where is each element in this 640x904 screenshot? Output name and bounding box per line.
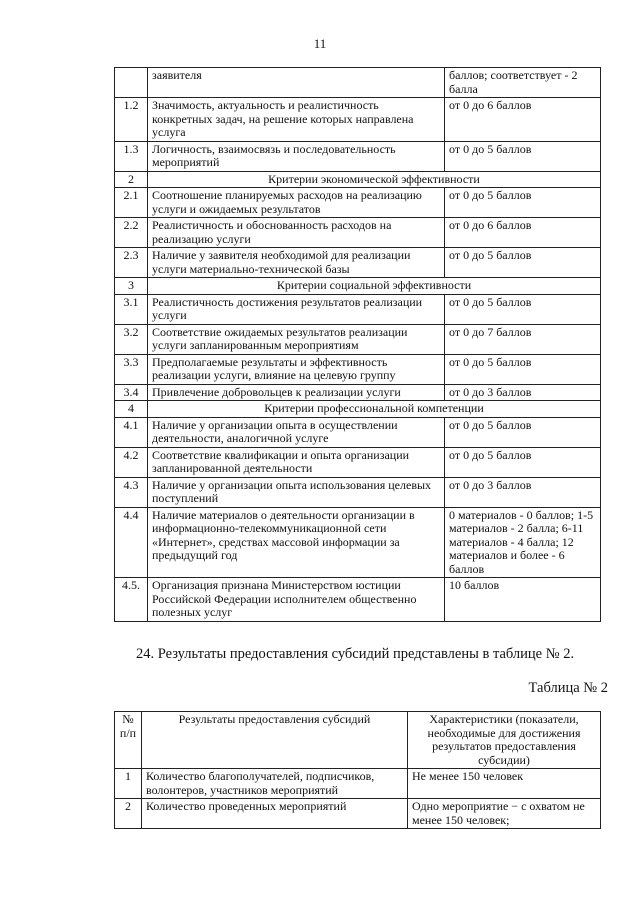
section-number: 4 bbox=[115, 401, 148, 418]
result-characteristics: Одно мероприятие − с охватом не менее 150 человек; bbox=[408, 799, 601, 829]
criterion-text: Предполагаемые результаты и эффективность реализации услуги, влияние на целевую группу bbox=[148, 354, 445, 384]
criterion-score: от 0 до 5 баллов bbox=[445, 417, 601, 447]
table-2-caption: Таблица № 2 bbox=[528, 680, 608, 696]
criterion-number: 2.2 bbox=[115, 218, 148, 248]
result-number: 2 bbox=[115, 799, 142, 829]
criterion-text: Наличие у организации опыта использования целевых поступлений bbox=[148, 477, 445, 507]
criteria-row bbox=[115, 384, 601, 401]
criteria-row bbox=[115, 188, 601, 218]
criteria-section-row bbox=[115, 401, 601, 418]
criteria-row bbox=[115, 417, 601, 447]
criteria-row bbox=[115, 578, 601, 622]
header-num: № п/п bbox=[115, 712, 142, 769]
criterion-number: 3.3 bbox=[115, 354, 148, 384]
criterion-score: от 0 до 5 баллов bbox=[445, 447, 601, 477]
result-text: Количество проведенных мероприятий bbox=[142, 799, 408, 829]
criterion-score: от 0 до 5 баллов bbox=[445, 141, 601, 171]
criteria-row bbox=[115, 141, 601, 171]
criteria-row bbox=[115, 324, 601, 354]
criterion-score: от 0 до 5 баллов bbox=[445, 354, 601, 384]
criterion-text: Наличие у заявителя необходимой для реализации услуги материально-технической базы bbox=[148, 248, 445, 278]
criterion-number: 3.1 bbox=[115, 294, 148, 324]
header-characteristics: Характеристики (показатели, необходимые для достижения результатов предоставления субсидии) bbox=[408, 712, 601, 769]
result-text: Количество благополучателей, подписчиков, волонтеров, участников мероприятий bbox=[142, 769, 408, 799]
result-number: 1 bbox=[115, 769, 142, 799]
criteria-row bbox=[115, 98, 601, 142]
criterion-number: 4.4 bbox=[115, 507, 148, 578]
paragraph-24: 24. Результаты предоставления субсидий представлены в таблице № 2. bbox=[136, 646, 575, 662]
results-row bbox=[115, 799, 601, 829]
criterion-number: 3.4 bbox=[115, 384, 148, 401]
criterion-score: от 0 до 6 баллов bbox=[445, 98, 601, 142]
criterion-text: Соответствие ожидаемых результатов реализации услуги запланированным мероприятиям bbox=[148, 324, 445, 354]
criteria-section-row bbox=[115, 278, 601, 295]
section-title: Критерии профессиональной компетенции bbox=[148, 401, 601, 418]
criterion-text: Привлечение добровольцев к реализации услуги bbox=[148, 384, 445, 401]
criterion-text: Значимость, актуальность и реалистичность конкретных задач, на решение которых направлена услуга bbox=[148, 98, 445, 142]
criterion-number: 1.3 bbox=[115, 141, 148, 171]
criterion-number bbox=[115, 68, 148, 98]
criterion-number: 3.2 bbox=[115, 324, 148, 354]
section-title: Критерии социальной эффективности bbox=[148, 278, 601, 295]
criterion-text: Реалистичность достижения результатов реализации услуги bbox=[148, 294, 445, 324]
criterion-score: от 0 до 5 баллов bbox=[445, 294, 601, 324]
criterion-text: Организация признана Министерством юстиции Российской Федерации исполнителем общественно полезных услуг bbox=[148, 578, 445, 622]
criterion-score: от 0 до 5 баллов bbox=[445, 248, 601, 278]
criterion-number: 4.2 bbox=[115, 447, 148, 477]
criterion-score: 0 материалов - 0 баллов; 1-5 материалов - 2 балла; 6-11 материалов - 4 балла; 12 материалов и более - 6 баллов bbox=[445, 507, 601, 578]
criterion-number: 2.3 bbox=[115, 248, 148, 278]
criterion-text: Соответствие квалификации и опыта организации запланированной деятельности bbox=[148, 447, 445, 477]
criterion-text: Наличие у организации опыта в осуществлении деятельности, аналогичной услуге bbox=[148, 417, 445, 447]
results-table bbox=[114, 711, 601, 829]
criterion-score: от 0 до 3 баллов bbox=[445, 384, 601, 401]
criterion-score: от 0 до 3 баллов bbox=[445, 477, 601, 507]
criteria-table bbox=[114, 67, 601, 622]
criterion-score: 10 баллов bbox=[445, 578, 601, 622]
criteria-row bbox=[115, 477, 601, 507]
result-characteristics: Не менее 150 человек bbox=[408, 769, 601, 799]
criterion-number: 4.3 bbox=[115, 477, 148, 507]
criteria-row bbox=[115, 354, 601, 384]
criteria-row bbox=[115, 218, 601, 248]
criterion-text: Реалистичность и обоснованность расходов на реализацию услуги bbox=[148, 218, 445, 248]
section-number: 3 bbox=[115, 278, 148, 295]
criteria-row bbox=[115, 68, 601, 98]
criterion-number: 4.1 bbox=[115, 417, 148, 447]
section-title: Критерии экономической эффективности bbox=[148, 171, 601, 188]
header-result: Результаты предоставления субсидий bbox=[142, 712, 408, 769]
results-header-row bbox=[115, 712, 601, 769]
criterion-text: Соотношение планируемых расходов на реализацию услуги и ожидаемых результатов bbox=[148, 188, 445, 218]
criterion-text: Наличие материалов о деятельности организации в информационно-телекоммуникационной сети «Интернет», средствах массовой информации за предыдущий год bbox=[148, 507, 445, 578]
criterion-score: от 0 до 6 баллов bbox=[445, 218, 601, 248]
criterion-score: от 0 до 5 баллов bbox=[445, 188, 601, 218]
criteria-section-row bbox=[115, 171, 601, 188]
criterion-number: 1.2 bbox=[115, 98, 148, 142]
criterion-number: 2.1 bbox=[115, 188, 148, 218]
results-row bbox=[115, 769, 601, 799]
section-number: 2 bbox=[115, 171, 148, 188]
criteria-row bbox=[115, 294, 601, 324]
criteria-row bbox=[115, 507, 601, 578]
criterion-score: баллов; соответствует - 2 балла bbox=[445, 68, 601, 98]
criterion-number: 4.5. bbox=[115, 578, 148, 622]
criterion-score: от 0 до 7 баллов bbox=[445, 324, 601, 354]
criterion-text: заявителя bbox=[148, 68, 445, 98]
criterion-text: Логичность, взаимосвязь и последовательность мероприятий bbox=[148, 141, 445, 171]
page-number: 11 bbox=[313, 36, 327, 51]
criteria-row bbox=[115, 248, 601, 278]
criteria-row bbox=[115, 447, 601, 477]
